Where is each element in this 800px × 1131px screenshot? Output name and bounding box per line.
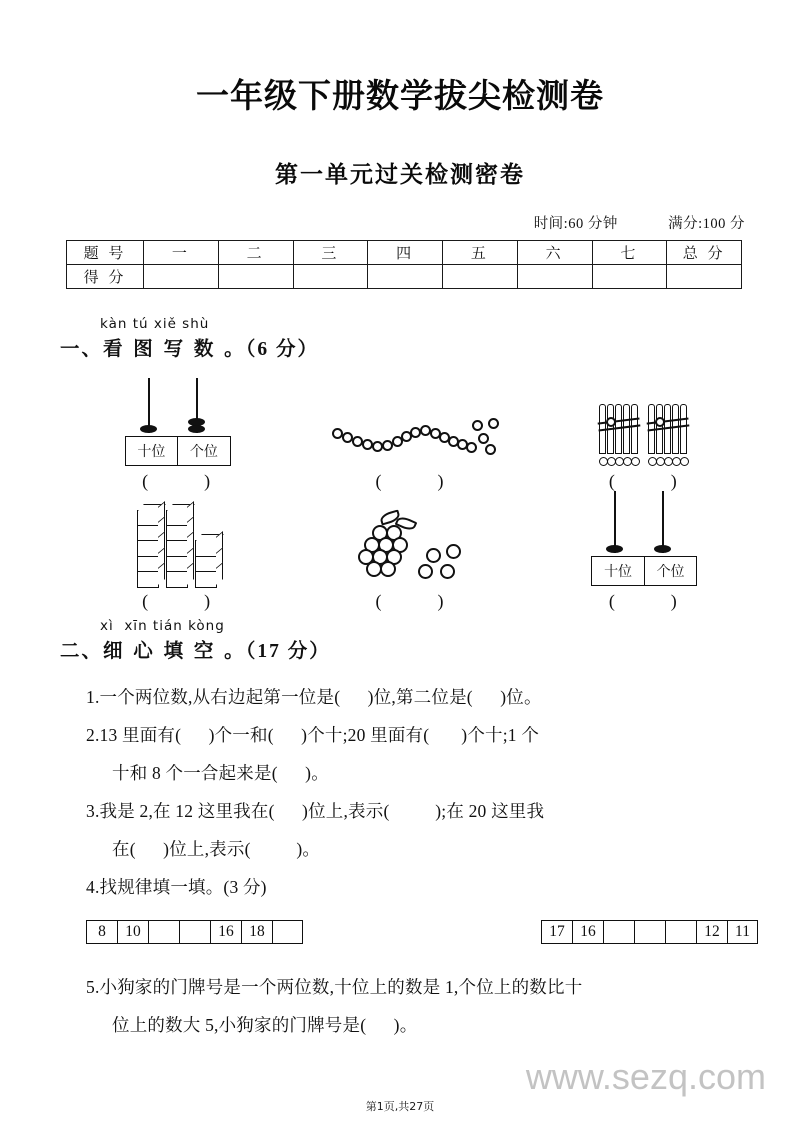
question-5-line-2: 位上的数大 5,小狗家的门牌号是( )。 — [112, 1015, 418, 1035]
full-score-label: 满分:100 分 — [668, 216, 745, 232]
score-cell-4[interactable] — [368, 265, 443, 289]
exam-meta — [534, 212, 745, 233]
question-col-total: 总 分 — [667, 241, 742, 265]
cube-stack — [137, 510, 159, 586]
picture-item-grapes — [293, 492, 526, 612]
answer-blank[interactable]: ( ) — [375, 471, 445, 491]
picture-item-stick-bundles — [527, 372, 760, 492]
question-number-header: 题 号 — [67, 241, 144, 265]
picture-item-abacus-2 — [527, 492, 760, 612]
score-cell-1[interactable] — [144, 265, 219, 289]
sequence-cell[interactable] — [603, 920, 634, 944]
page-subtitle: 第一单元过关检测密卷 — [275, 162, 525, 188]
answer-blank[interactable]: ( ) — [608, 471, 678, 491]
page-footer: 第1页,共27页 — [365, 1100, 435, 1113]
question-5-line-1: 5.小狗家的门牌号是一个两位数,十位上的数是 1,个位上的数比十 — [86, 977, 583, 997]
abacus-tens-label: 十位 — [126, 437, 179, 465]
section-1-pinyin: kàn tú xiě shù — [100, 316, 210, 332]
score-cell-5[interactable] — [443, 265, 518, 289]
section-1-heading — [60, 316, 760, 361]
time-limit-label: 时间:60 分钟 — [533, 216, 618, 232]
abacus-bead — [188, 425, 205, 433]
question-3-line-1: 3.我是 2,在 12 这里我在( )位上,表示( );在 20 这里我 — [86, 801, 545, 821]
stick-bundle — [599, 404, 639, 466]
sequence-box-right — [541, 920, 758, 944]
abacus-1-art — [121, 374, 233, 466]
stick-bundle — [648, 404, 688, 466]
sequence-cell[interactable]: 8 — [86, 920, 117, 944]
cube-stacks-icon — [137, 510, 217, 586]
stick-bundles-art — [599, 374, 688, 466]
picture-grid — [60, 372, 760, 612]
question-col-3: 三 — [293, 241, 368, 265]
question-col-4: 四 — [368, 241, 443, 265]
answer-blank[interactable]: ( ) — [142, 471, 212, 491]
question-3-line-2: 在( )位上,表示( )。 — [112, 839, 321, 859]
sequence-cell[interactable] — [634, 920, 665, 944]
question-col-7: 七 — [592, 241, 667, 265]
score-table-wrapper — [66, 240, 742, 289]
section-1-title-text: 一、看 图 写 数 。 — [60, 337, 246, 360]
question-col-1: 一 — [144, 241, 219, 265]
abacus-bead — [606, 545, 623, 553]
section-2-title — [60, 635, 760, 663]
picture-item-bead-string — [293, 372, 526, 492]
sequence-cell[interactable] — [179, 920, 210, 944]
question-col-6: 六 — [517, 241, 592, 265]
bead-string-icon — [330, 406, 490, 466]
page-title: 一年级下册数学拔尖检测卷 — [196, 76, 604, 115]
cube-stack — [166, 510, 188, 586]
grapes-icon — [340, 512, 480, 586]
abacus-bead — [140, 425, 157, 433]
table-row-scores — [67, 265, 742, 289]
loose-grape — [446, 544, 461, 559]
score-cell-2[interactable] — [218, 265, 293, 289]
section-1-points: （6 分） — [245, 339, 320, 360]
answer-blank[interactable]: ( ) — [375, 591, 445, 611]
abacus-place-frame — [591, 556, 697, 586]
question-col-5: 五 — [443, 241, 518, 265]
sequence-box-left — [86, 920, 303, 944]
score-header: 得 分 — [67, 265, 144, 289]
abacus-rod-tens — [614, 491, 616, 553]
answer-blank[interactable]: ( ) — [142, 591, 212, 611]
sequence-cell[interactable]: 17 — [541, 920, 572, 944]
abacus-tens-label: 十位 — [592, 557, 645, 585]
score-cell-total[interactable] — [667, 265, 742, 289]
question-1-line-1: 1.一个两位数,从右边起第一位是( )位,第二位是( )位。 — [86, 687, 542, 707]
sequence-cell[interactable]: 12 — [696, 920, 727, 944]
question-2-line-2: 十和 8 个一合起来是( )。 — [112, 763, 329, 783]
loose-grape — [426, 548, 441, 563]
question-col-2: 二 — [218, 241, 293, 265]
abacus-ones-label: 个位 — [656, 564, 685, 580]
abacus-2-art — [587, 494, 699, 586]
watermark: www.sezq.com — [525, 1056, 766, 1097]
abacus-icon — [587, 498, 699, 586]
sequence-cell[interactable]: 18 — [241, 920, 272, 944]
question-list — [86, 678, 758, 906]
picture-row-2 — [60, 492, 760, 612]
bead-string-art — [330, 374, 490, 466]
abacus-rod-ones — [662, 491, 664, 553]
stick-bundles-icon — [599, 404, 688, 466]
sequence-cell[interactable] — [148, 920, 179, 944]
score-cell-6[interactable] — [517, 265, 592, 289]
score-cell-7[interactable] — [592, 265, 667, 289]
abacus-bead — [188, 418, 205, 426]
abacus-icon — [121, 378, 233, 466]
section-2-heading — [60, 618, 760, 663]
cube-stacks-art — [137, 494, 217, 586]
abacus-bead — [654, 545, 671, 553]
answer-blank[interactable]: ( ) — [608, 591, 678, 611]
picture-row-1 — [60, 372, 760, 492]
sequence-cell[interactable]: 16 — [210, 920, 241, 944]
sequence-cell[interactable]: 11 — [727, 920, 758, 944]
loose-grape — [440, 564, 455, 579]
picture-item-cube-stacks — [60, 492, 293, 612]
question-5-block — [86, 968, 758, 1044]
section-2-points: （17 分） — [245, 641, 331, 662]
section-2-pinyin: xì xīn tián kòng — [100, 618, 225, 634]
abacus-ones-label: 个位 — [189, 444, 218, 460]
question-2-line-1: 2.13 里面有( )个一和( )个十;20 里面有( )个十;1 个 — [86, 725, 540, 745]
sequence-cell[interactable]: 10 — [117, 920, 148, 944]
cube-stack — [195, 540, 217, 586]
section-2-title-text: 二、细 心 填 空 。 — [60, 639, 246, 662]
score-table — [66, 240, 742, 289]
picture-item-abacus-1 — [60, 372, 293, 492]
table-row-question-numbers — [67, 241, 742, 265]
abacus-place-frame — [125, 436, 231, 466]
loose-grape — [418, 564, 433, 579]
grapes-art — [340, 494, 480, 586]
score-cell-3[interactable] — [293, 265, 368, 289]
sequence-cell[interactable] — [272, 920, 303, 944]
section-1-title — [60, 333, 760, 361]
sequence-cell[interactable] — [665, 920, 696, 944]
sequence-cell[interactable]: 16 — [572, 920, 603, 944]
question-4-line-1: 4.找规律填一填。(3 分) — [86, 877, 267, 897]
sequence-boxes-row — [86, 920, 758, 944]
